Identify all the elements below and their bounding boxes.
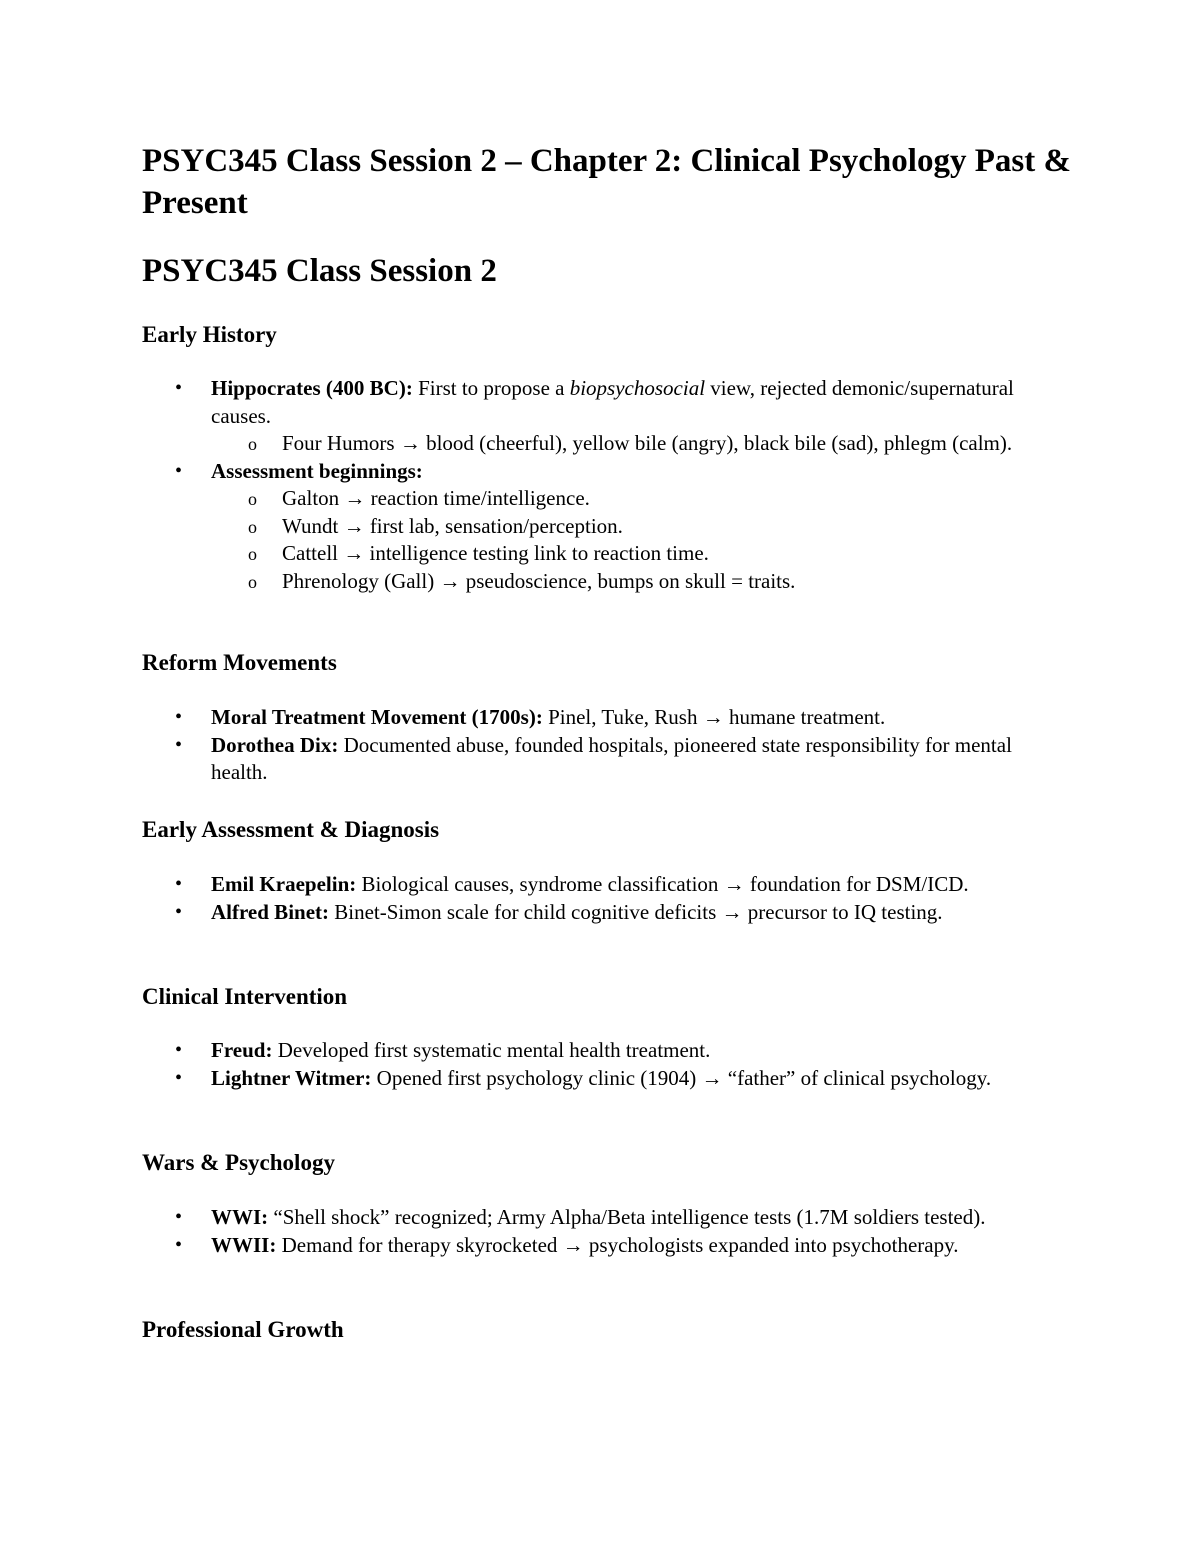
list-item-wwi (142, 1204, 1062, 1232)
sub-item-cattell: o Cattell → intelligence testing link to reaction time. (211, 540, 1062, 568)
text-binet: Binet-Simon scale for child cognitive deficits → precursor to IQ testing. (329, 899, 943, 924)
sub-item-galton: o Galton → reaction time/intelligence. (211, 485, 1062, 513)
list-item-witmer (142, 1065, 1062, 1093)
term-wwii: WWII: (211, 1232, 277, 1257)
early-history-list (142, 375, 1062, 595)
sub-item-humors: o Four Humors → blood (cheerful), yellow bile (angry), black bile (sad), phlegm (calm). (211, 430, 1062, 458)
assessment-diagnosis-list (142, 871, 1062, 926)
term-binet: Alfred Binet: (211, 899, 330, 924)
text-hippocrates-b: view, rejected demonic/supernatural causes. (211, 376, 1014, 428)
assessment-sublist (211, 485, 1062, 595)
wars-heading: Wars & Psychology (142, 1150, 335, 1175)
sub-item-phrenology: o Phrenology (Gall) → pseudoscience, bumps on skull = traits. (211, 568, 1062, 596)
term-kraepelin: Emil Kraepelin: (211, 872, 357, 896)
term-freud: Freud: (211, 1038, 273, 1062)
text-hippocrates-a: First to propose a (412, 376, 570, 400)
list-item-moral-treatment (142, 704, 1062, 732)
list-item-binet (142, 899, 1062, 927)
wars-list (142, 1204, 1062, 1259)
humors-sublist (211, 430, 1062, 458)
list-item-kraepelin (142, 871, 1062, 899)
term-moral-treatment: Moral Treatment Movement (1700s): (211, 705, 543, 729)
intervention-list (142, 1037, 1062, 1092)
text-witmer: Opened first psychology clinic (1904) → “father” of clinical psychology. (371, 1065, 992, 1090)
term-assessment-beginnings: Assessment beginnings: (211, 458, 423, 483)
term-wwi: WWI: (211, 1205, 269, 1229)
list-item-dorothea-dix (142, 732, 1062, 787)
list-item-freud (142, 1037, 1062, 1065)
document-title: PSYC345 Class Session 2 – Chapter 2: Clinical Psychology Past & Present (142, 143, 1071, 221)
list-item-wwii (142, 1232, 1062, 1260)
reform-list (142, 704, 1062, 787)
session-heading: PSYC345 Class Session 2 (142, 253, 497, 289)
term-hippocrates: Hippocrates (400 BC): (211, 376, 413, 400)
term-witmer: Lightner Witmer: (211, 1065, 372, 1090)
italic-biopsychosocial: biopsychosocial (569, 376, 706, 400)
intervention-heading: Clinical Intervention (142, 984, 348, 1009)
text-wwi: “Shell shock” recognized; Army Alpha/Beta intelligence tests (1.7M soldiers tested). (268, 1205, 986, 1229)
early-history-heading: Early History (142, 322, 277, 347)
text-wwii: Demand for therapy skyrocketed → psychologists expanded into psychotherapy. (276, 1232, 959, 1257)
reform-heading: Reform Movements (142, 650, 337, 675)
list-item-hippocrates (142, 375, 1062, 458)
sub-item-wundt: o Wundt → first lab, sensation/perception. (211, 513, 1062, 541)
text-freud: Developed first systematic mental health treatment. (272, 1038, 711, 1062)
assessment-diagnosis-heading: Early Assessment & Diagnosis (142, 817, 440, 842)
text-dorothea-dix: Documented abuse, founded hospitals, pioneered state responsibility for mental health. (211, 732, 1012, 784)
text-kraepelin: Biological causes, syndrome classification → foundation for DSM/ICD. (356, 872, 969, 896)
professional-heading: Professional Growth (142, 1317, 344, 1342)
list-item-assessment-beginnings (142, 458, 1062, 596)
term-dorothea-dix: Dorothea Dix: (211, 732, 339, 757)
text-moral-treatment: Pinel, Tuke, Rush → humane treatment. (542, 705, 886, 729)
